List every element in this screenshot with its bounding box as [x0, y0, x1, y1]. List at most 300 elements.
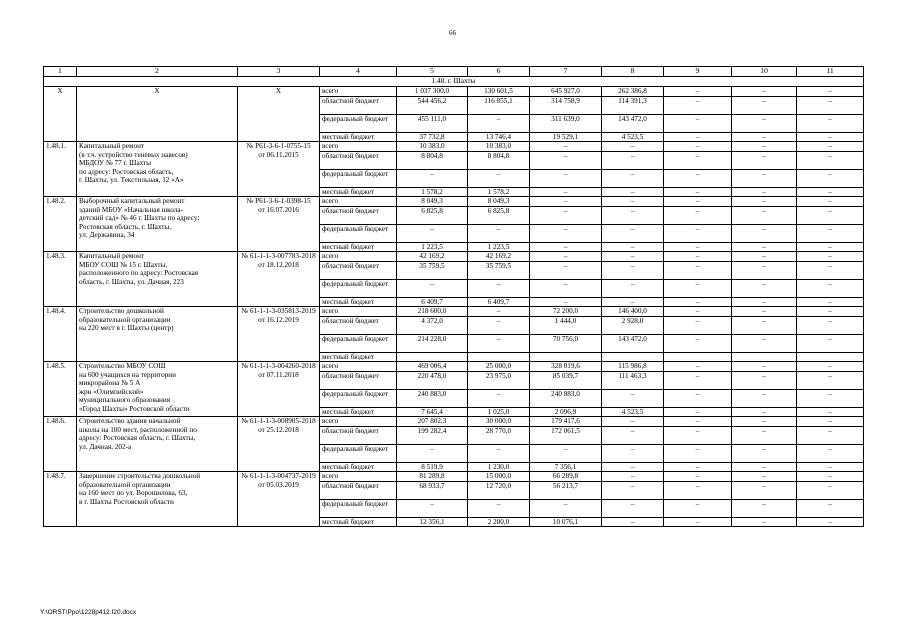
object-description — [77, 197, 238, 252]
amount-cell: 179 417,6 — [530, 417, 602, 427]
amount-cell: 25 000,0 — [468, 362, 530, 372]
amount-cell: 6 409,7 — [468, 297, 530, 307]
amount-cell: 13 746,4 — [468, 132, 530, 142]
amount-cell: 262 386,8 — [602, 87, 664, 97]
amount-cell: – — [602, 481, 664, 499]
amount-cell: – — [797, 444, 864, 462]
amount-cell: 28 770,0 — [468, 426, 530, 444]
column-number: 5 — [397, 67, 468, 77]
funding-source-label: местный бюджет — [322, 517, 375, 526]
amount-cell: – — [797, 142, 864, 152]
description-line: муниципального образования — [79, 396, 171, 404]
amount-cell: – — [732, 472, 797, 482]
description-line: на 160 мест по ул. Ворошилова, 63, — [79, 489, 188, 497]
amount-cell: 68 933,7 — [397, 481, 468, 499]
column-number-row — [44, 67, 864, 77]
amount-cell: – — [664, 499, 732, 517]
amount-cell: – — [664, 187, 732, 197]
description-line: Ростовская область, г. Шахты, — [79, 222, 172, 231]
amount-cell: – — [664, 297, 732, 307]
amount-cell: 172 061,5 — [530, 426, 602, 444]
amount-cell: – — [530, 197, 602, 207]
amount-cell: 8 804,8 — [397, 151, 468, 169]
amount-cell: – — [602, 444, 664, 462]
document-line: от 18.12.2018 — [258, 260, 299, 269]
funding-source-label: местный бюджет — [322, 462, 375, 471]
description-line: на 600 учащихся на территории — [79, 370, 176, 379]
object-description — [77, 362, 238, 417]
description-line: (в т.ч. устройство теневых навесов) — [79, 150, 188, 159]
amount-cell: 72 200,0 — [530, 307, 602, 317]
amount-cell: 207 802,3 — [397, 417, 468, 427]
funding-source-label: областной бюджет — [322, 151, 379, 160]
amount-cell: 115 986,8 — [602, 362, 664, 372]
amount-cell: 220 478,0 — [397, 371, 468, 389]
amount-cell: 4 523,5 — [602, 132, 664, 142]
amount-cell: – — [732, 417, 797, 427]
amount-cell: 455 111,0 — [397, 114, 468, 132]
amount-cell: – — [797, 334, 864, 352]
amount-cell: – — [797, 279, 864, 297]
amount-cell: 6 409,7 — [397, 297, 468, 307]
amount-cell: – — [732, 297, 797, 307]
column-number: 10 — [732, 67, 797, 77]
amount-cell: 19 529,1 — [530, 132, 602, 142]
amount-cell — [468, 352, 530, 362]
amount-cell: – — [732, 242, 797, 252]
amount-cell: – — [664, 151, 732, 169]
object-description — [77, 87, 238, 142]
budget-table — [43, 66, 864, 527]
description-line: Капитальный ремонт — [79, 252, 145, 260]
funding-source — [320, 407, 397, 417]
amount-cell: 6 825,8 — [397, 206, 468, 224]
amount-cell: – — [468, 279, 530, 297]
amount-cell: – — [664, 224, 732, 242]
amount-cell: – — [797, 371, 864, 389]
amount-cell: 37 732,8 — [397, 132, 468, 142]
funding-source — [320, 96, 397, 114]
amount-cell: – — [664, 114, 732, 132]
amount-cell: 7 645,4 — [397, 407, 468, 417]
amount-cell: – — [602, 206, 664, 224]
funding-source-label: федеральный бюджет — [322, 444, 389, 453]
amount-cell: – — [602, 242, 664, 252]
funding-source — [320, 481, 397, 499]
amount-cell: – — [797, 407, 864, 417]
amount-cell: – — [602, 187, 664, 197]
funding-source-label: федеральный бюджет — [322, 114, 389, 123]
amount-cell: – — [797, 517, 864, 527]
document-reference — [238, 87, 320, 142]
amount-cell: 314 758,9 — [530, 96, 602, 114]
amount-cell: – — [732, 151, 797, 169]
description-line: образовательной организации — [79, 480, 171, 489]
amount-cell: 111 463,3 — [602, 371, 664, 389]
amount-cell: 2 928,0 — [602, 316, 664, 334]
document-line: № 61-1-1-3-007783-2018 — [241, 252, 316, 260]
document-line: от 06.11.2015 — [258, 150, 299, 159]
document-line: № 61-1-1-3-035813-2019 — [241, 307, 316, 315]
funding-source — [320, 307, 397, 317]
document-reference — [238, 472, 320, 527]
description-line: X — [154, 87, 160, 95]
amount-cell: – — [664, 261, 732, 279]
amount-cell: – — [732, 334, 797, 352]
funding-source — [320, 352, 397, 362]
funding-source-label: местный бюджет — [322, 297, 375, 306]
funding-source-label: федеральный бюджет — [322, 499, 389, 508]
amount-cell: – — [732, 224, 797, 242]
amount-cell: – — [797, 114, 864, 132]
amount-cell: 6 825,8 — [468, 206, 530, 224]
funding-source-label: местный бюджет — [322, 242, 375, 251]
funding-source — [320, 197, 397, 207]
amount-cell: – — [530, 142, 602, 152]
funding-source-label: всего — [322, 472, 339, 480]
description-line: г. Шахты, ул. Текстильная, 12 «А» — [79, 176, 184, 184]
amount-cell: – — [602, 426, 664, 444]
amount-cell: – — [732, 261, 797, 279]
amount-cell: – — [468, 499, 530, 517]
funding-source-label: всего — [322, 142, 339, 150]
description-line: ул. Державина, 34 — [79, 231, 135, 239]
document-line: от 05.03.2019 — [258, 480, 299, 489]
amount-cell: – — [797, 169, 864, 187]
description-line: область, г. Шахты, ул. Дачная, 223 — [79, 277, 184, 286]
description-line: зданий МБОУ «Начальная школа- — [79, 205, 183, 214]
amount-cell: – — [797, 462, 864, 472]
amount-cell: – — [797, 261, 864, 279]
description-line: адресу: Ростовская область, г. Шахты, — [79, 434, 196, 442]
description-line: Строительство МБОУ СОШ — [79, 362, 166, 370]
funding-source-label: областной бюджет — [322, 426, 379, 435]
funding-source — [320, 169, 397, 187]
funding-source — [320, 87, 397, 97]
row-number: 1.48.5. — [44, 362, 77, 417]
amount-cell: – — [797, 252, 864, 262]
amount-cell: – — [664, 279, 732, 297]
amount-cell: – — [664, 334, 732, 352]
amount-cell: – — [664, 362, 732, 372]
funding-source — [320, 206, 397, 224]
description-line: на 220 мест в г. Шахты (центр) — [79, 324, 174, 332]
amount-cell: – — [664, 169, 732, 187]
amount-cell: – — [468, 114, 530, 132]
funding-source-label: всего — [322, 417, 339, 425]
amount-cell: – — [664, 252, 732, 262]
amount-cell: – — [664, 462, 732, 472]
row-number: X — [44, 87, 77, 142]
amount-cell: 1 037 300,0 — [397, 87, 468, 97]
funding-source — [320, 142, 397, 152]
amount-cell: 1 578,2 — [397, 187, 468, 197]
description-line: жрн «Олимпийский» — [79, 387, 144, 396]
funding-source — [320, 417, 397, 427]
amount-cell: – — [797, 426, 864, 444]
funding-source-label: областной бюджет — [322, 481, 379, 490]
row-number: 1.48.2. — [44, 197, 77, 252]
amount-cell: – — [602, 499, 664, 517]
funding-source-label: всего — [322, 362, 339, 370]
description-line: Выборочный капитальный ремонт — [79, 197, 185, 205]
amount-cell: – — [530, 297, 602, 307]
amount-cell: – — [468, 224, 530, 242]
funding-source — [320, 279, 397, 297]
document-line: № Р61-3-6-1-0398-15 — [246, 197, 311, 205]
amount-cell: – — [732, 444, 797, 462]
amount-cell: 311 639,0 — [530, 114, 602, 132]
amount-cell: – — [664, 407, 732, 417]
amount-cell: – — [602, 142, 664, 152]
amount-cell: – — [732, 362, 797, 372]
amount-cell: 1 230,0 — [468, 462, 530, 472]
funding-source — [320, 132, 397, 142]
document-line: № Р61-3-6-1-0755-15 — [246, 142, 311, 150]
amount-cell: 8 049,3 — [397, 197, 468, 207]
object-description — [77, 252, 238, 307]
funding-source-label: местный бюджет — [322, 187, 375, 196]
amount-cell: – — [797, 297, 864, 307]
amount-cell: – — [602, 197, 664, 207]
amount-cell: – — [732, 389, 797, 407]
amount-cell: – — [732, 87, 797, 97]
amount-cell: 42 169,2 — [397, 252, 468, 262]
amount-cell: – — [602, 261, 664, 279]
description-line: в г. Шахты Ростовской области — [79, 497, 174, 506]
funding-source-label: областной бюджет — [322, 316, 379, 325]
amount-cell: – — [468, 334, 530, 352]
amount-cell: – — [530, 187, 602, 197]
funding-source-label: федеральный бюджет — [322, 334, 389, 343]
funding-source — [320, 224, 397, 242]
column-number: 4 — [320, 67, 397, 77]
amount-cell: – — [797, 187, 864, 197]
amount-cell: 1 025,0 — [468, 407, 530, 417]
amount-cell: 7 356,1 — [530, 462, 602, 472]
amount-cell: 8 519,9 — [397, 462, 468, 472]
amount-cell: – — [797, 87, 864, 97]
amount-cell: – — [664, 197, 732, 207]
amount-cell: 35 759,5 — [397, 261, 468, 279]
amount-cell: 10 076,1 — [530, 517, 602, 527]
document-line: № 61-1-1-3-004737-2019 — [241, 472, 316, 480]
amount-cell: – — [732, 206, 797, 224]
description-line: микрорайона № 5 А — [79, 379, 141, 387]
object-description — [77, 472, 238, 527]
table-row — [44, 472, 864, 482]
amount-cell: 10 383,0 — [468, 142, 530, 152]
amount-cell: 218 600,0 — [397, 307, 468, 317]
amount-cell: – — [732, 499, 797, 517]
funding-source-label: федеральный бюджет — [322, 389, 389, 398]
amount-cell — [602, 352, 664, 362]
amount-cell: 8 049,3 — [468, 197, 530, 207]
amount-cell: – — [664, 417, 732, 427]
funding-source — [320, 362, 397, 372]
amount-cell: – — [664, 371, 732, 389]
document-reference — [238, 417, 320, 472]
description-line: Строительство дошкольной — [79, 307, 164, 315]
amount-cell: – — [732, 132, 797, 142]
row-number: 1.48.1. — [44, 142, 77, 197]
amount-cell: 469 006,4 — [397, 362, 468, 372]
amount-cell: 2 280,0 — [468, 517, 530, 527]
amount-cell: 645 927,0 — [530, 87, 602, 97]
amount-cell — [397, 352, 468, 362]
amount-cell: – — [602, 417, 664, 427]
amount-cell: – — [530, 499, 602, 517]
funding-source — [320, 517, 397, 527]
file-path-footer: Y:\ORST\Ppo\1228p412.f20.docx — [40, 609, 137, 616]
amount-cell: – — [664, 142, 732, 152]
description-line: МБОУ СОШ № 15 г. Шахты, — [79, 260, 168, 269]
table-row — [44, 252, 864, 262]
funding-source — [320, 444, 397, 462]
amount-cell: 1 223,5 — [468, 242, 530, 252]
amount-cell: – — [664, 444, 732, 462]
amount-cell: – — [664, 307, 732, 317]
table-row — [44, 362, 864, 372]
funding-source-label: областной бюджет — [322, 96, 379, 105]
row-number: 1.48.7. — [44, 472, 77, 527]
amount-cell: – — [797, 481, 864, 499]
amount-cell: – — [602, 252, 664, 262]
amount-cell: – — [797, 499, 864, 517]
funding-source — [320, 114, 397, 132]
amount-cell: – — [530, 151, 602, 169]
funding-source-label: местный бюджет — [322, 407, 375, 416]
description-line: МБДОУ № 77 г. Шахты — [79, 159, 152, 167]
funding-source — [320, 389, 397, 407]
object-description — [77, 142, 238, 197]
funding-source — [320, 297, 397, 307]
funding-source — [320, 426, 397, 444]
amount-cell: – — [732, 169, 797, 187]
amount-cell: 328 019,6 — [530, 362, 602, 372]
document-reference — [238, 362, 320, 417]
amount-cell: – — [797, 96, 864, 114]
amount-cell: – — [530, 206, 602, 224]
amount-cell: – — [732, 426, 797, 444]
amount-cell: – — [468, 316, 530, 334]
description-line: Капитальный ремонт — [79, 142, 145, 150]
funding-source — [320, 472, 397, 482]
funding-source-label: всего — [322, 307, 339, 315]
document-line: от 25.12.2018 — [258, 425, 299, 434]
funding-source — [320, 462, 397, 472]
amount-cell: 70 756,0 — [530, 334, 602, 352]
amount-cell: – — [602, 224, 664, 242]
amount-cell: – — [468, 169, 530, 187]
amount-cell: – — [602, 462, 664, 472]
amount-cell: 240 883,0 — [397, 389, 468, 407]
amount-cell: – — [732, 187, 797, 197]
amount-cell: – — [530, 261, 602, 279]
amount-cell: 35 759,5 — [468, 261, 530, 279]
amount-cell — [664, 352, 732, 362]
amount-cell: – — [602, 297, 664, 307]
row-number: 1.48.3. — [44, 252, 77, 307]
amount-cell: – — [664, 242, 732, 252]
funding-source-label: всего — [322, 197, 339, 205]
funding-source-label: местный бюджет — [322, 352, 375, 361]
amount-cell: 8 804,8 — [468, 151, 530, 169]
amount-cell: – — [397, 279, 468, 297]
amount-cell: – — [664, 96, 732, 114]
amount-cell: – — [397, 169, 468, 187]
document-line: № 61-1-1-3-004260-2018 — [241, 362, 316, 370]
funding-source-label: всего — [322, 87, 339, 95]
funding-source — [320, 261, 397, 279]
funding-source-label: областной бюджет — [322, 261, 379, 270]
funding-source-label: местный бюджет — [322, 132, 375, 141]
amount-cell: – — [530, 169, 602, 187]
amount-cell: – — [732, 481, 797, 499]
row-number: 1.48.6. — [44, 417, 77, 472]
amount-cell: – — [468, 307, 530, 317]
funding-source — [320, 334, 397, 352]
amount-cell: 4 372,0 — [397, 316, 468, 334]
document-line: от 07.11.2018 — [258, 370, 299, 379]
amount-cell: – — [664, 132, 732, 142]
funding-source — [320, 242, 397, 252]
funding-source — [320, 187, 397, 197]
document-line: от 16.07.2016 — [258, 205, 299, 214]
section-row — [44, 77, 864, 87]
amount-cell: 240 883,0 — [530, 389, 602, 407]
amount-cell: – — [397, 224, 468, 242]
amount-cell: – — [602, 151, 664, 169]
amount-cell: – — [732, 114, 797, 132]
amount-cell: – — [732, 197, 797, 207]
amount-cell: – — [664, 481, 732, 499]
column-number: 1 — [44, 67, 77, 77]
document-reference — [238, 252, 320, 307]
table-row — [44, 87, 864, 97]
amount-cell: – — [530, 444, 602, 462]
amount-cell: – — [732, 142, 797, 152]
amount-cell: 143 472,0 — [602, 114, 664, 132]
amount-cell: 544 456,2 — [397, 96, 468, 114]
amount-cell: 1 223,5 — [397, 242, 468, 252]
amount-cell: – — [602, 389, 664, 407]
amount-cell: – — [732, 279, 797, 297]
amount-cell: – — [732, 252, 797, 262]
amount-cell: – — [732, 96, 797, 114]
amount-cell: 199 282,4 — [397, 426, 468, 444]
amount-cell: – — [664, 472, 732, 482]
amount-cell: 12 720,0 — [468, 481, 530, 499]
row-number: 1.48.4. — [44, 307, 77, 362]
funding-source-label: областной бюджет — [322, 206, 379, 215]
amount-cell: – — [797, 197, 864, 207]
description-line: по адресу: Ростовская область, — [79, 167, 174, 176]
amount-cell: – — [602, 279, 664, 297]
amount-cell: – — [797, 389, 864, 407]
amount-cell: 143 472,0 — [602, 334, 664, 352]
description-line: образовательной организации — [79, 315, 171, 324]
funding-source — [320, 151, 397, 169]
description-line: расположенного по адресу: Ростовская — [79, 269, 199, 277]
column-number: 2 — [77, 67, 238, 77]
column-number: 9 — [664, 67, 732, 77]
column-number: 6 — [468, 67, 530, 77]
table-row — [44, 142, 864, 152]
amount-cell: – — [664, 517, 732, 527]
funding-source-label: федеральный бюджет — [322, 224, 389, 233]
document-reference — [238, 307, 320, 362]
